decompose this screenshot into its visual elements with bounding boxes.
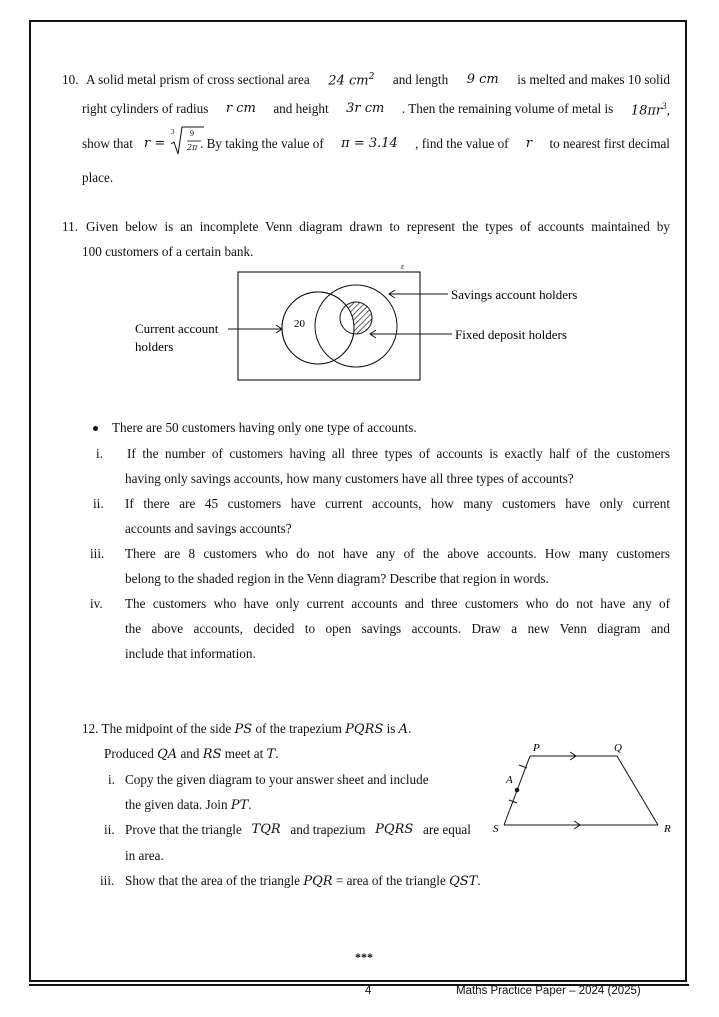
- q12-part-i-label: i.: [108, 772, 115, 787]
- footer-title: Maths Practice Paper – 2024 (2025): [456, 985, 641, 997]
- q12-part-ii-line-1: Prove that the triangle TQR and trapezium PQRS are equal: [125, 822, 471, 837]
- q12-line-2: Produced QA and RS meet at T.: [104, 746, 279, 762]
- q11-part-i-line-2: having only savings accounts, how many customers have all three types of accounts?: [125, 471, 574, 486]
- q11-part-iii-line-1: There are 8 customers who do not have any of the above accounts. How many customers: [125, 546, 670, 561]
- q11-line-1: Given below is an incomplete Venn diagram drawn to represent the types of accounts maintained by: [86, 219, 670, 234]
- q11-part-iv-line-1: The customers who have only current accounts and three customers who do not have any of: [125, 596, 670, 611]
- page-number: 4: [365, 985, 372, 997]
- end-marker: ***: [355, 950, 373, 964]
- q11-part-ii-label: ii.: [93, 496, 104, 511]
- midpoint-a: [515, 788, 520, 793]
- q11-number: 11.: [62, 219, 78, 234]
- universal-set-symbol: ε: [401, 262, 405, 271]
- q11-part-i-label: i.: [96, 446, 103, 461]
- vertex-s: S: [493, 823, 499, 835]
- universal-set-box: [238, 272, 420, 380]
- q11-part-i-line-1: If the number of customers having all three types of accounts is exactly half of the customers: [127, 446, 670, 461]
- label-savings: Savings account holders: [451, 287, 578, 302]
- vertex-q: Q: [614, 742, 622, 754]
- q12-part-ii-line-2: in area.: [125, 848, 164, 863]
- trapezium-diagram: [480, 735, 680, 840]
- label-current-2: holders: [135, 339, 174, 354]
- q10-line-2: right cylinders of radius r cm and height 3r cm . Then the remaining volume of metal is $18\pi r^3$,: [82, 101, 670, 119]
- cube-root-expression: 3 9 2π: [170, 124, 206, 158]
- q11-part-iii-label: iii.: [90, 546, 105, 561]
- side-qr: [617, 756, 658, 825]
- vertex-r: R: [664, 823, 671, 835]
- q11-part-iv-label: iv.: [90, 596, 103, 611]
- vertex-a: A: [506, 774, 513, 786]
- label-fixed: Fixed deposit holders: [455, 327, 567, 342]
- q11-bullet-text: There are 50 customers having only one type of accounts.: [112, 420, 417, 435]
- q11-part-iv-line-3: include that information.: [125, 646, 256, 661]
- q10-line-4: place.: [82, 170, 114, 185]
- q11-part-iii-line-2: belong to the shaded region in the Venn diagram? Describe that region in words.: [125, 571, 549, 586]
- venn-diagram: [0, 0, 719, 420]
- region-count-20: 20: [294, 318, 305, 330]
- q10-line-1: A solid metal prism of cross sectional area 24 $cm^2$ and length 9 cm is melted and makes 10 solid: [86, 72, 670, 89]
- q12-part-i-line-2: the given data. Join PT.: [125, 797, 252, 813]
- q11-part-iv-line-2: the above accounts, decided to open savings accounts. Draw a new Venn diagram and: [125, 621, 670, 636]
- q11-line-2: 100 customers of a certain bank.: [82, 244, 254, 259]
- bullet-point: [93, 426, 98, 431]
- vertex-p: P: [533, 742, 540, 754]
- q12-part-ii-label: ii.: [104, 822, 115, 837]
- q11-part-ii-line-2: accounts and savings accounts?: [125, 521, 292, 536]
- q12-line-1: 12. The midpoint of the side PS of the trapezium PQRS is A.: [82, 721, 412, 737]
- q12-part-iii-label: iii.: [100, 873, 115, 888]
- q11-part-ii-line-1: If there are 45 customers have current accounts, how many customers have only current: [125, 496, 670, 511]
- q12-part-i-line-1: Copy the given diagram to your answer sheet and include: [125, 772, 429, 787]
- q12-part-iii-line-1: Show that the area of the triangle PQR = area of the triangle QST.: [125, 873, 481, 889]
- label-current-1: Current account: [135, 321, 219, 336]
- q10-line-3: show that r = 3 9 2π . By taking the value of π = 3.14 , find the value of r to nearest first decimal: [82, 136, 670, 160]
- q10-number: 10.: [62, 72, 79, 87]
